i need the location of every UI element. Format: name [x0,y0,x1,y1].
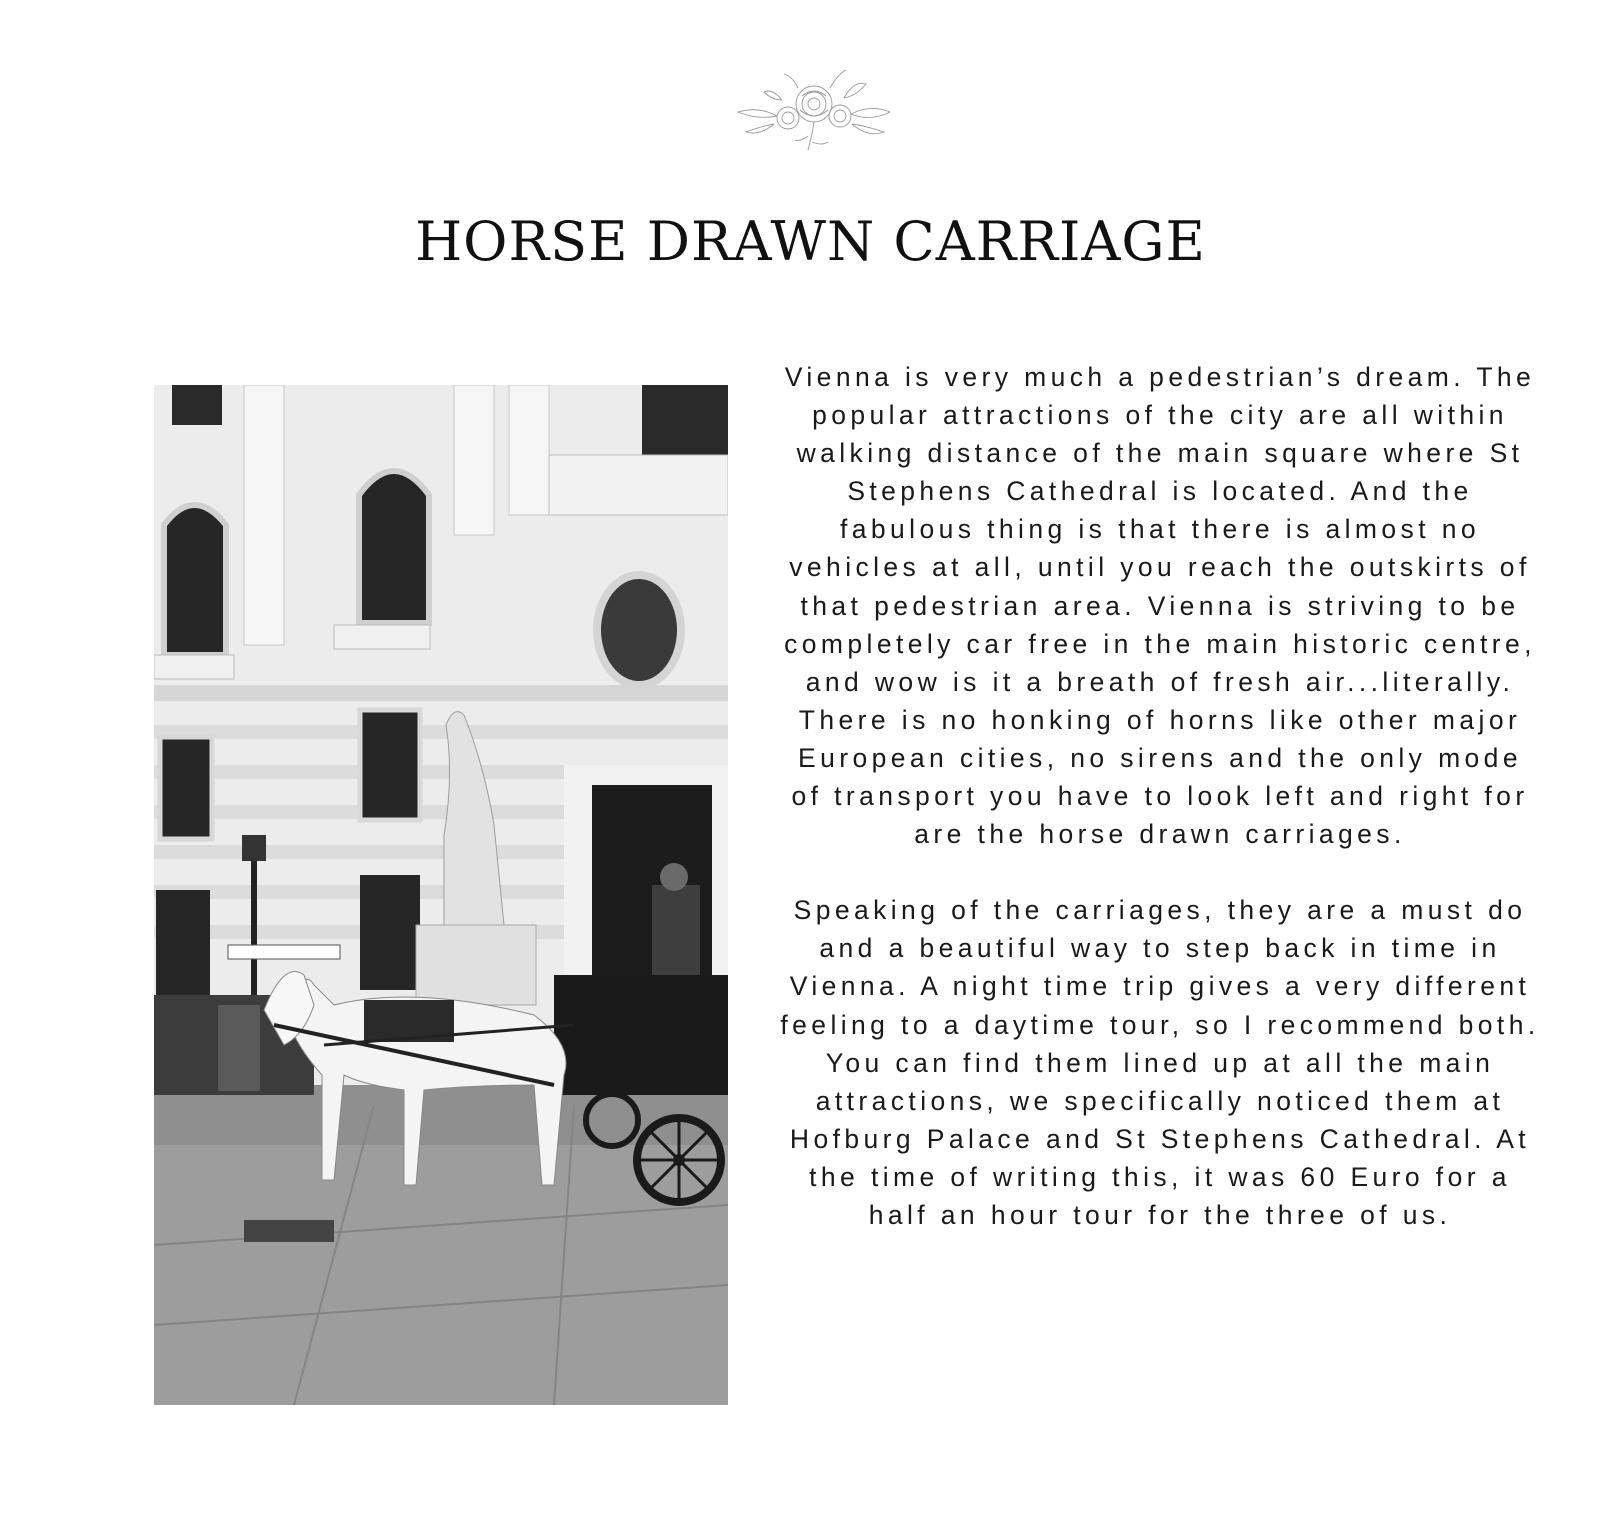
article-body [780,358,1540,1234]
horse-carriage-photo [154,385,728,1405]
floral-ornament-icon [734,66,894,156]
paragraph-carriages: Speaking of the carriages, they are a must do and a beautiful way to step back in time in Vienna. A night time trip gives a very different feeling to a daytime tour, so I recommend both. You can find them lined up at all the main attractions, we specifically noticed them at Hofburg Palace and St Stephens Cathedral. At the time of writing this, it was 60 Euro for a half an hour tour for the three of us. [780,895,1540,1230]
page-title: HORSE DRAWN CARRIAGE [415,210,1206,273]
paragraph-pedestrian: Vienna is very much a pedestrian’s dream. The popular attractions of the city are all within walking distance of the main square where St Stephens Cathedral is located. And the fabulous thing is that there is almost no vehicles at all, until you reach the outskirts of that pedestrian area. Vienna is striving to be completely car free in the main historic centre, and wow is it a breath of fresh air...literally. There is no honking of horns like other major European cities, no sirens and the only mode of transport you have to look left and right for are the horse drawn carriages. [784,362,1536,850]
